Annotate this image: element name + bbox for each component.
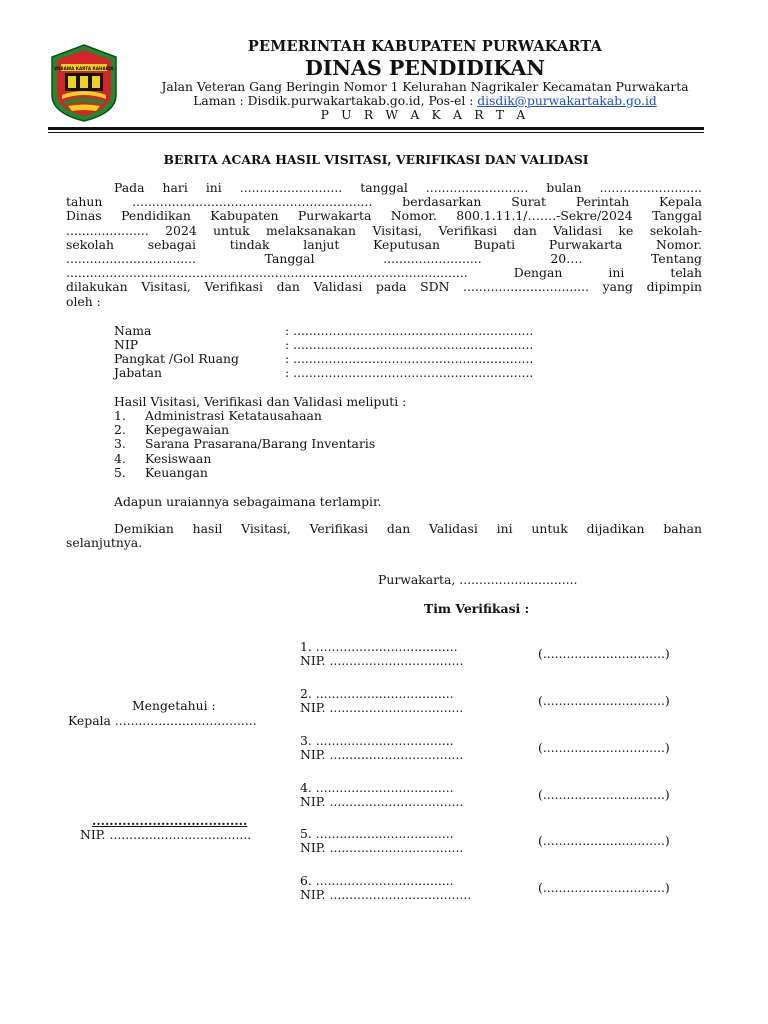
acknowledged-label: Mengetahui : <box>132 698 216 713</box>
member-signature: (...............................) <box>538 833 670 848</box>
scope-item: Kesiswaan <box>145 451 212 466</box>
team-title: Tim Verifikasi : <box>424 601 530 616</box>
member-nip: NIP. .................................... <box>300 887 472 902</box>
opening-line: Dinas Pendidikan Kabupaten Purwakarta Nomor. 800.1.11.1/…….-Sekre/2024 Tanggal <box>66 208 702 224</box>
opening-line: tahun ............................................................. berdasarkan Surat Perintah Kepala <box>66 194 702 210</box>
member-nip: NIP. .................................. <box>300 653 464 668</box>
member-name: 5. ................................... <box>300 826 454 841</box>
government-name: PEMERINTAH KABUPATEN PURWAKARTA <box>247 38 603 55</box>
scope-item: Administrasi Ketatausahaan <box>145 408 322 423</box>
scope-item: Kepegawaian <box>145 422 230 437</box>
header-rule-thin <box>48 132 704 133</box>
opening-line: oleh : <box>66 293 101 309</box>
scope-intro: Hasil Visitasi, Verifikasi dan Validasi meliputi : <box>114 394 407 409</box>
website-text: Laman : Disdik.purwakartakab.go.id, Pos-el : <box>193 94 478 108</box>
opening-line: ...................................................................................................... Dengan ini telah <box>66 265 702 281</box>
member-nip: NIP. .................................. <box>300 747 464 762</box>
scope-number: 5. <box>114 465 126 480</box>
head-title: Kepala .................................... <box>68 713 257 728</box>
member-name: 3. ................................... <box>300 733 454 748</box>
member-signature: (...............................) <box>538 740 670 755</box>
opening-line: ................................. Tanggal ......................... 20…. Tentang <box>66 251 702 267</box>
opening-paragraph <box>66 181 702 309</box>
member-name: 6. ................................... <box>300 873 454 888</box>
member-signature: (...............................) <box>538 646 670 661</box>
member-name: 4. ................................... <box>300 780 454 795</box>
member-nip: NIP. .................................. <box>300 840 464 855</box>
head-name-line: .................................... <box>92 813 248 828</box>
member-signature: (...............................) <box>538 787 670 802</box>
field-label-nama: Nama <box>114 323 152 338</box>
member-name: 1. .................................... <box>300 639 458 654</box>
field-value-nama: : ............................................................. <box>285 323 534 338</box>
opening-line: ..................... 2024 untuk melaksanakan Visitasi, Verifikasi dan Validasi ke sekolah- <box>66 222 702 238</box>
scope-number: 1. <box>114 408 126 423</box>
document-title: BERITA ACARA HASIL VISITASI, VERIFIKASI DAN VALIDASI <box>163 152 589 167</box>
header-rule-thick <box>48 127 704 130</box>
opening-line: sekolah sebagai tindak lanjut Keputusan Bupati Purwakarta Nomor. <box>66 236 702 252</box>
field-label-pangkat: Pangkat /Gol Ruang <box>114 351 239 366</box>
field-label-jabatan: Jabatan <box>114 365 163 380</box>
email-link[interactable]: disdik@purwakartakab.go.id <box>477 94 657 108</box>
field-value-nip: : ............................................................. <box>285 337 534 352</box>
agency-address: Jalan Veteran Gang Beringin Nomor 1 Kelurahan Nagrikaler Kecamatan Purwakarta <box>161 80 689 94</box>
member-name: 2. ................................... <box>300 686 454 701</box>
member-signature: (...............................) <box>538 693 670 708</box>
regency-logo <box>46 43 122 123</box>
member-signature: (...............................) <box>538 880 670 895</box>
agency-name: DINAS PENDIDIKAN <box>304 56 546 80</box>
place-date: Purwakarta, .............................. <box>378 572 578 587</box>
closing-paragraph <box>66 522 702 550</box>
agency-contact <box>145 94 705 108</box>
scope-number: 3. <box>114 436 126 451</box>
head-nip: NIP. .................................... <box>80 827 252 842</box>
opening-line: dilakukan Visitasi, Verifikasi dan Validasi pada SDN ................................ yang dipimpin <box>66 279 702 295</box>
scope-item: Sarana Prasarana/Barang Inventaris <box>145 436 376 451</box>
closing-line: selanjutnya. <box>66 535 143 551</box>
field-label-nip: NIP <box>114 337 139 352</box>
city-name: P U R W A K A R T A <box>320 108 530 122</box>
member-nip: NIP. .................................. <box>300 794 464 809</box>
closing-line: Demikian hasil Visitasi, Verifikasi dan Validasi ini untuk dijadikan bahan <box>114 521 702 536</box>
member-nip: NIP. .................................. <box>300 700 464 715</box>
opening-line: Pada hari ini .......................... tanggal .......................... bulan .......................... <box>114 180 702 195</box>
scope-item: Keuangan <box>145 465 208 480</box>
field-value-jabatan: : ............................................................. <box>285 365 534 380</box>
scope-number: 4. <box>114 451 126 466</box>
field-value-pangkat: : ............................................................. <box>285 351 534 366</box>
attachment-note: Adapun uraiannya sebagaimana terlampir. <box>114 494 382 509</box>
logo-motto: WIBAWA KARTA RAHARJA <box>54 65 114 71</box>
scope-number: 2. <box>114 422 126 437</box>
